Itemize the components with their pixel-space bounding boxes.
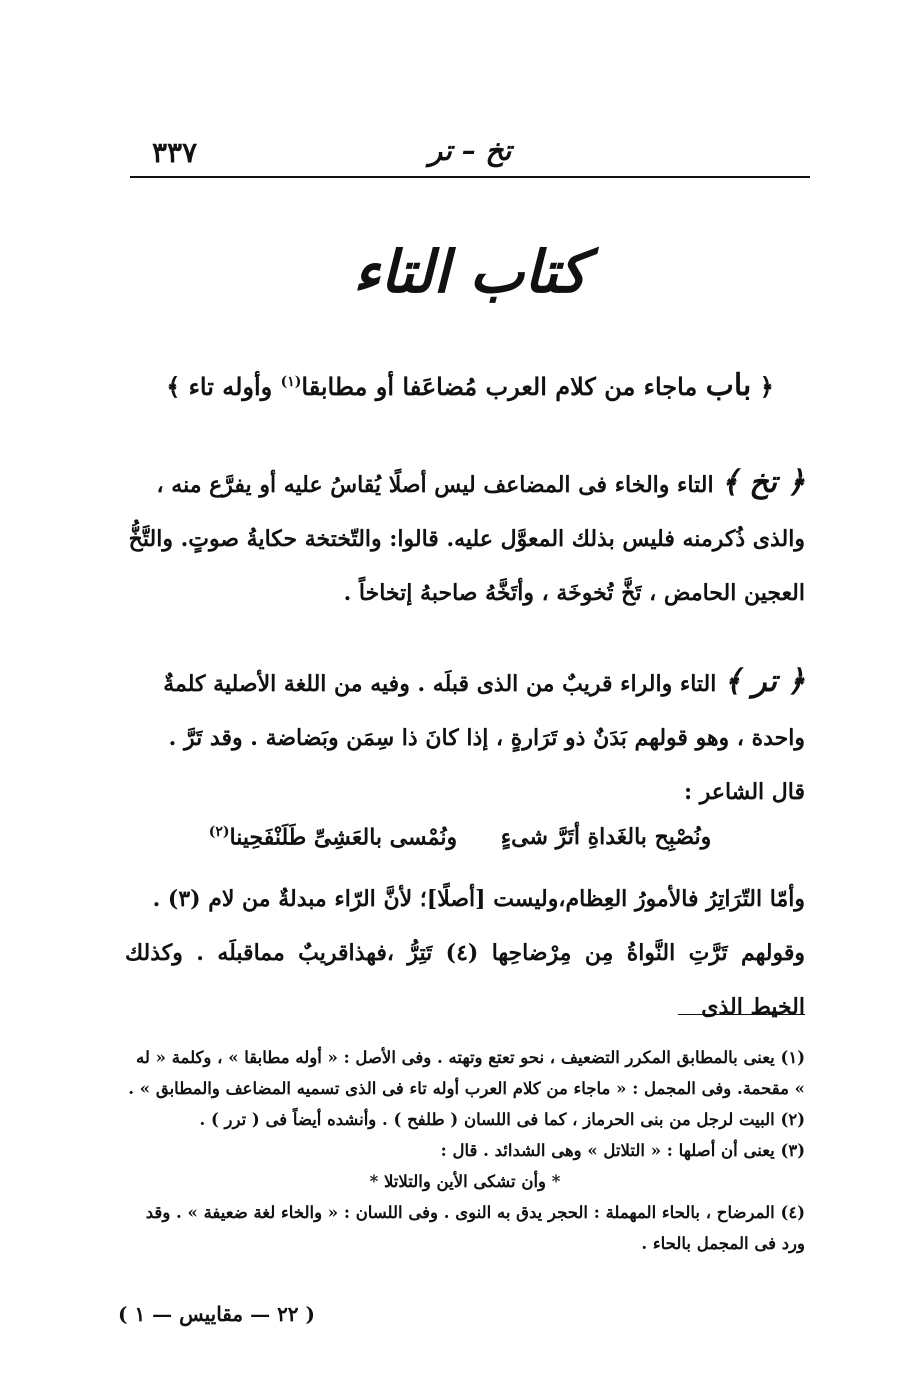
page-number: ٣٣٧ bbox=[152, 136, 198, 169]
heading-close-bracket: ﴾ bbox=[166, 372, 181, 401]
entry-line: ﴿ تر ﴾ التاء والراء قريبٌ من الذى قبلَه . وفيه من اللغة الأصلية كلمةٌ bbox=[163, 664, 805, 699]
entry-takh bbox=[125, 456, 805, 620]
entry-line: واحدة ، وهو قولهم بَدَنٌ ذو تَرَارةٍ ، إذا كانَ ذا سِمَن وبَضاضة . وقد تَرَّ . bbox=[168, 725, 805, 751]
footnote-2: (٢) البيت لرجل من بنى الحرماز ، كما فى اللسان ( طلفح ) . وأنشده أيضاً فى ( ترر ) . bbox=[199, 1110, 805, 1129]
footnote-3-verse: * وأن تشكى الأين والتلاتلا * bbox=[369, 1172, 561, 1191]
entry-line: ﴿ تخ ﴾ التاء والخاء فى المضاعف ليس أصلًا يُقاسُ عليه أو يفرَّع منه ، bbox=[156, 465, 805, 500]
header-divider bbox=[130, 176, 810, 178]
running-head: تخ – تر bbox=[428, 134, 512, 167]
entry-line: وقولهم تَرَّتِ النَّواةُ مِن مِرْضاحِها (٤) تَتِرُّ ،فهذاقريبٌ مماقبلَه . وكذلك الخيط الذى bbox=[125, 940, 805, 1020]
verse-second-hemistich: ونُمْسى بالعَشِىِّ طَلَنْفَحِينا$^{(٢)}$ bbox=[208, 824, 458, 851]
heading-bab: باب bbox=[705, 368, 752, 403]
heading-text: ماجاء من كلام العرب مُضاعَفا أو مطابقا bbox=[301, 372, 698, 401]
entry-headword: ﴿ تخ ﴾ bbox=[721, 465, 805, 500]
chapter-heading bbox=[150, 368, 790, 403]
entry-headword: ﴿ تر ﴾ bbox=[724, 664, 805, 699]
printer-signature: ( ٢٢ — مقاييس — ١ ) bbox=[118, 1302, 315, 1326]
entry-line: والذى ذُكرمنه فليس بذلك المعوَّل عليه. قالوا: والتّختخة حكايةُ صوتٍ. والتَّخُّ bbox=[128, 526, 805, 552]
verse-first-hemistich: ونُصْبِح بالغَداةِ أتَرَّ شىءٍ bbox=[500, 824, 712, 851]
entry-line: العجين الحامض ، تَخَّ تُخوخَة ، وأتَخَّهُ صاحبهُ إتخاخاً . bbox=[343, 580, 805, 606]
heading-tail: وأوله تاء bbox=[188, 372, 273, 401]
poetry-verse bbox=[180, 824, 740, 850]
entry-tarr-continued bbox=[125, 872, 805, 1034]
page-header bbox=[130, 128, 810, 172]
entry-tarr bbox=[125, 655, 805, 819]
entry-line: قال الشاعر : bbox=[683, 779, 805, 805]
footnote-3: (٣) يعنى أن أصلها : « التلاتل » وهى الشدائد . قال : bbox=[440, 1141, 805, 1160]
footnote-4: (٤) المرضاح ، بالحاء المهملة : الحجر يدق به النوى . وفى اللسان : « والخاء لغة ضعيفة » . وقد ورد فى المجمل بالحاء . bbox=[145, 1203, 805, 1253]
footnotes bbox=[125, 1042, 805, 1259]
footnote-divider bbox=[678, 1014, 805, 1015]
entry-line: وأمّا التّرَاتِرُ فالأمورُ العِظام،وليست [أصلًا]؛ لأنَّ الرّاء مبدلةٌ من لام (٣) . bbox=[152, 886, 805, 912]
heading-open-bracket: ﴿ bbox=[759, 372, 774, 401]
footnote-ref-2: (٢) bbox=[208, 824, 230, 840]
book-title: كتاب التاء bbox=[353, 238, 587, 306]
footnote-1: (١) يعنى بالمطابق المكرر التضعيف ، نحو تعتع وتهته . وفى الأصل : « أوله مطابقا » ، وكلمة « له » مقحمة. وفى المجمل : « ماجاء من كلام العرب أوله تاء فى الذى تسميه المضاعف والمطابق » . bbox=[128, 1048, 805, 1098]
footnote-ref-1: (١) bbox=[280, 374, 302, 390]
